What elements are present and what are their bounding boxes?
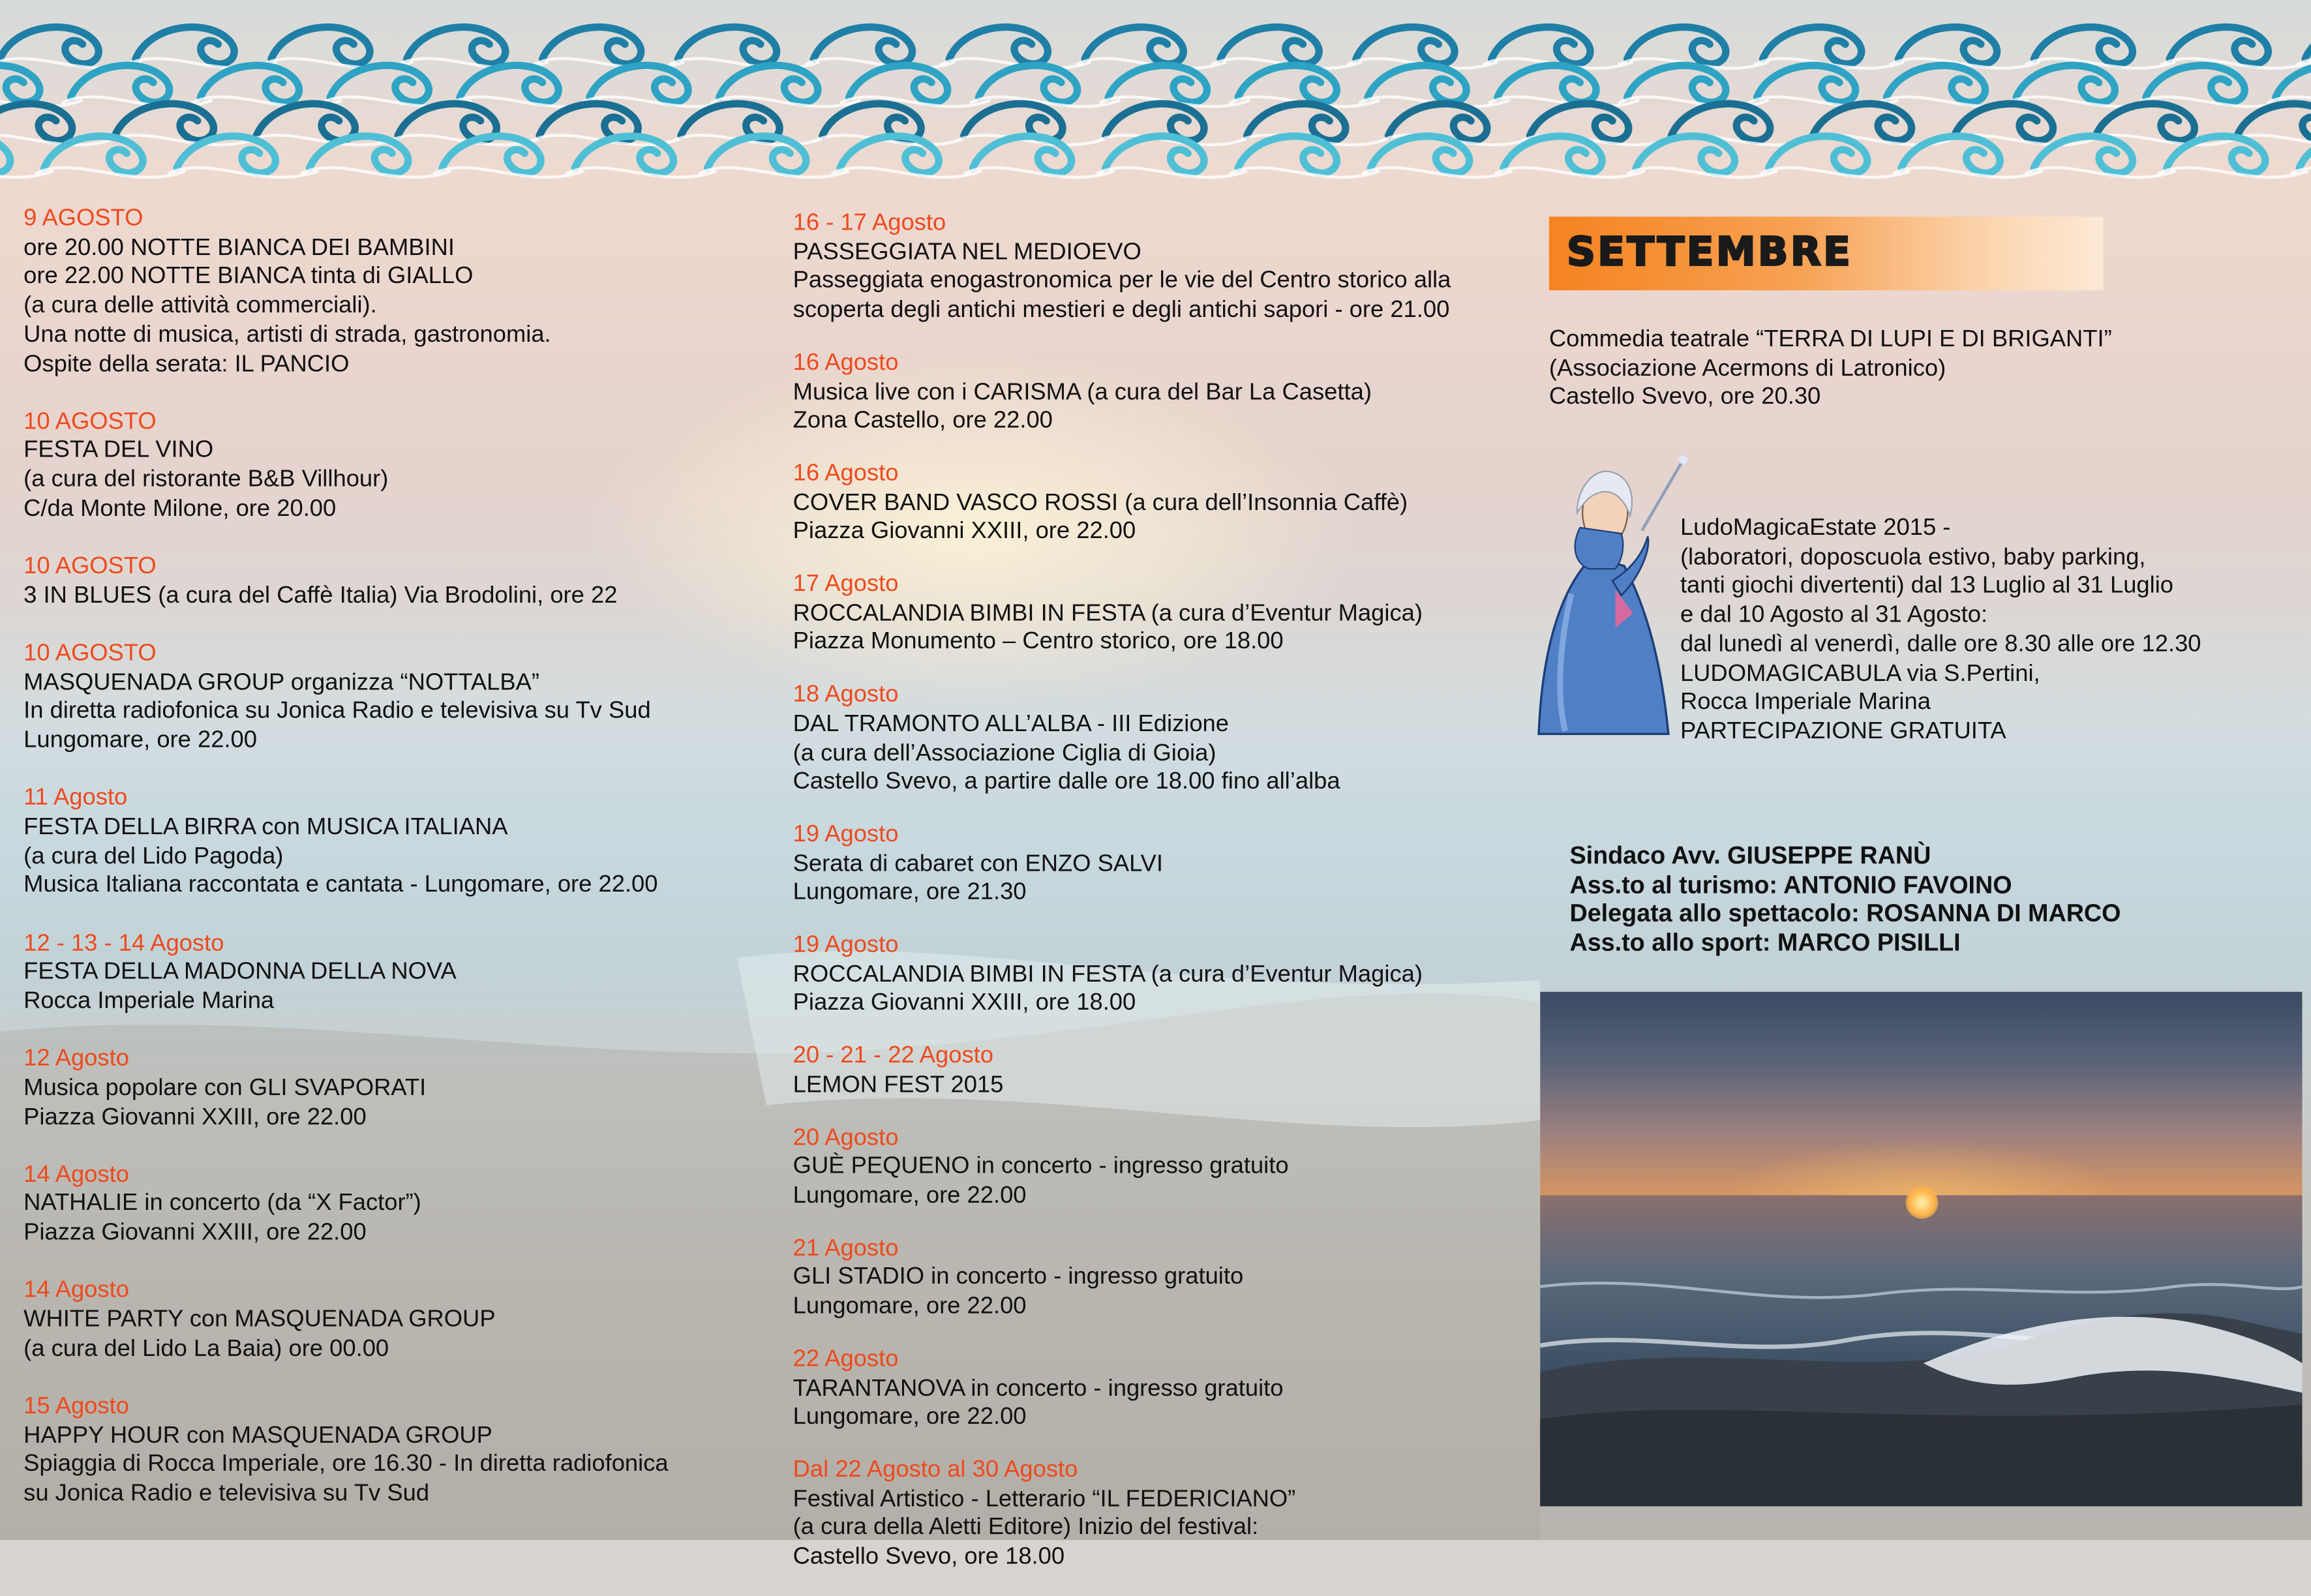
event-block: [23, 408, 768, 524]
event-block: [23, 1277, 768, 1364]
event-block: [793, 1124, 1537, 1211]
ludo-line: (laboratori, doposcuola estivo, baby parking,: [1680, 543, 2146, 570]
event-line: scoperta degli antichi mestieri e degli antichi sapori - ore 21.00: [793, 296, 1450, 324]
event-block: [793, 571, 1537, 658]
event-block: [793, 1235, 1537, 1322]
ludo-line: tanti giochi divertenti) dal 13 Luglio al 31 Luglio: [1680, 572, 2174, 599]
event-date: 17 Agosto: [793, 570, 899, 597]
ludo-line: LUDOMAGICABULA via S.Pertini,: [1680, 659, 2040, 686]
event-line: ore 20.00 NOTTE BIANCA DEI BAMBINI: [23, 233, 455, 261]
event-block: [23, 552, 768, 610]
event-line: LEMON FEST 2015: [793, 1071, 1004, 1098]
event-line: (a cura del Lido La Baia) ore 00.00: [23, 1334, 389, 1362]
event-line: Ospite della serata: IL PANCIO: [23, 350, 350, 377]
event-date: 14 Agosto: [23, 1161, 129, 1188]
event-block: [793, 931, 1537, 1019]
event-date: 11 Agosto: [23, 784, 128, 811]
event-date: Dal 22 Agosto al 30 Agosto: [793, 1456, 1078, 1483]
event-block: [793, 681, 1537, 797]
event-line: PASSEGGIATA NEL MEDIOEVO: [793, 238, 1141, 265]
event-line: Musica popolare con GLI SVAPORATI: [23, 1074, 427, 1101]
waves-pattern-icon: [0, 0, 2311, 180]
event-date: 15 Agosto: [23, 1393, 129, 1419]
event-block: [23, 929, 768, 1017]
event-date: 16 Agosto: [793, 459, 899, 487]
event-date: 10 AGOSTO: [23, 552, 157, 580]
event-line: Lungomare, ore 22.00: [793, 1182, 1027, 1209]
event-line: GUÈ PEQUENO in concerto - ingresso gratuito: [793, 1152, 1289, 1180]
sunset-sea-photo: [1540, 992, 2302, 1507]
event-line: Piazza Giovanni XXIII, ore 22.00: [793, 517, 1136, 545]
event-block: [793, 209, 1537, 325]
event-line: FESTA DEL VINO: [23, 436, 214, 464]
event-line: COVER BAND VASCO ROSSI (a cura dell’Insonnia Caffè): [793, 489, 1408, 516]
credit-mayor: Sindaco Avv. GIUSEPPE RANÙ: [1569, 841, 1931, 870]
event-block: [23, 640, 768, 756]
event-date: 12 Agosto: [23, 1045, 129, 1072]
event-date: 19 Agosto: [793, 821, 899, 848]
event-line: GLI STADIO in concerto - ingresso gratuito: [793, 1263, 1244, 1291]
event-line: FESTA DELLA BIRRA con MUSICA ITALIANA: [23, 813, 508, 840]
credit-sport: Ass.to allo sport: MARCO PISILLI: [1569, 927, 1961, 956]
event-line: Castello Svevo, ore 18.00: [793, 1543, 1065, 1570]
events-column-august-2: [793, 209, 1537, 1596]
event-date: 16 Agosto: [793, 349, 899, 376]
event-line: Piazza Giovanni XXIII, ore 22.00: [23, 1219, 367, 1246]
event-date: 10 AGOSTO: [23, 408, 157, 434]
event-date: 22 Agosto: [793, 1345, 899, 1372]
ludomagica-info: [1680, 515, 2201, 747]
event-line: (a cura dell’Associazione Ciglia di Gioia): [793, 739, 1216, 766]
event-line: Lungomare, ore 21.30: [793, 879, 1027, 906]
event-line: NATHALIE in concerto (da “X Factor”): [23, 1190, 421, 1217]
ludo-line: LudoMagicaEstate 2015 -: [1680, 514, 1951, 541]
event-line: Musica live con i CARISMA (a cura del Bar La Casetta): [793, 378, 1372, 405]
event-block: [793, 460, 1537, 547]
event-line: Lungomare, ore 22.00: [793, 1403, 1027, 1430]
event-block: [793, 1346, 1537, 1433]
fairy-godmother-icon: [1527, 454, 1692, 749]
event-line: 3 IN BLUES (a cura del Caffè Italia) Via Brodolini, ore 22: [23, 581, 618, 609]
settembre-event: [1549, 325, 2112, 413]
event-date: 10 AGOSTO: [23, 639, 157, 667]
event-block: [793, 1042, 1537, 1100]
event-line: MASQUENADA GROUP organizza “NOTTALBA”: [23, 669, 539, 695]
credit-shows: Delegata allo spettacolo: ROSANNA DI MARCO: [1569, 899, 2121, 927]
event-line: Lungomare, ore 22.00: [793, 1292, 1027, 1319]
event-line: (a cura del Lido Pagoda): [23, 842, 284, 869]
event-line: (a cura della Aletti Editore) Inizio del festival:: [793, 1514, 1259, 1541]
settembre-line: (Associazione Acermons di Latronico): [1548, 354, 1946, 382]
event-line: Piazza Giovanni XXIII, ore 18.00: [793, 989, 1136, 1016]
event-block: [23, 785, 768, 901]
event-line: Rocca Imperiale Marina: [23, 987, 275, 1014]
event-line: Festival Artistico - Letterario “IL FEDERICIANO”: [793, 1484, 1296, 1512]
ludo-line: Rocca Imperiale Marina: [1680, 688, 1931, 715]
ludo-line: dal lunedì al venerdì, dalle ore 8.30 alle ore 12.30: [1680, 630, 2201, 657]
event-line: WHITE PARTY con MASQUENADA GROUP: [23, 1306, 496, 1333]
credit-tourism: Ass.to al turismo: ANTONIO FAVOINO: [1569, 870, 2012, 899]
municipal-credits: [1569, 841, 2121, 956]
ludo-line: PARTECIPAZIONE GRATUITA: [1680, 717, 2006, 744]
event-line: C/da Monte Milone, ore 20.00: [23, 494, 337, 522]
settembre-line: Commedia teatrale “TERRA DI LUPI E DI BRIGANTI”: [1548, 325, 2112, 353]
event-line: DAL TRAMONTO ALL’ALBA - III Edizione: [793, 710, 1230, 737]
events-column-august-1: [23, 205, 768, 1537]
event-line: Serata di cabaret con ENZO SALVI: [793, 850, 1164, 877]
event-date: 9 AGOSTO: [23, 205, 143, 232]
event-block: [23, 205, 768, 379]
event-date: 19 Agosto: [793, 931, 899, 958]
event-date: 20 Agosto: [793, 1124, 899, 1151]
event-block: [23, 1393, 768, 1509]
ludo-line: e dal 10 Agosto al 31 Agosto:: [1680, 601, 1988, 628]
event-line: Passeggiata enogastronomica per le vie del Centro storico alla: [793, 267, 1451, 294]
event-line: Piazza Monumento – Centro storico, ore 18.00: [793, 628, 1284, 655]
event-date: 12 - 13 - 14 Agosto: [23, 929, 224, 956]
event-line: (a cura delle attività commerciali).: [23, 292, 377, 319]
event-line: TARANTANOVA in concerto - ingresso gratuito: [793, 1374, 1284, 1401]
settembre-line: Castello Svevo, ore 20.30: [1548, 384, 1821, 411]
event-block: [23, 1045, 768, 1132]
event-line: Spiaggia di Rocca Imperiale, ore 16.30 - In diretta radiofonica: [23, 1451, 669, 1478]
event-line: FESTA DELLA MADONNA DELLA NOVA: [23, 958, 457, 986]
photo-shore-waves: [1540, 992, 2302, 1507]
event-block: [23, 1161, 768, 1248]
event-date: 20 - 21 - 22 Agosto: [793, 1042, 993, 1069]
event-date: 14 Agosto: [23, 1276, 129, 1304]
settembre-banner: [1549, 217, 2104, 290]
event-line: In diretta radiofonica su Jonica Radio e televisiva su Tv Sud: [23, 697, 651, 725]
event-line: Castello Svevo, a partire dalle ore 18.00 fino all’alba: [793, 768, 1340, 795]
event-date: 16 - 17 Agosto: [793, 209, 946, 236]
event-block: [793, 821, 1537, 908]
event-block: [793, 1456, 1537, 1572]
event-line: ore 22.00 NOTTE BIANCA tinta di GIALLO: [23, 263, 474, 290]
event-line: Zona Castello, ore 22.00: [793, 407, 1053, 434]
event-line: Piazza Giovanni XXIII, ore 22.00: [23, 1103, 367, 1130]
event-line: (a cura del ristorante B&B Villhour): [23, 466, 389, 492]
event-line: Lungomare, ore 22.00: [23, 727, 258, 753]
event-date: 18 Agosto: [793, 681, 899, 708]
event-line: ROCCALANDIA BIMBI IN FESTA (a cura d’Eventur Magica): [793, 599, 1423, 626]
event-line: Musica Italiana raccontata e cantata - Lungomare, ore 22.00: [23, 871, 658, 898]
event-line: HAPPY HOUR con MASQUENADA GROUP: [23, 1421, 492, 1449]
event-date: 21 Agosto: [793, 1234, 899, 1261]
event-line: ROCCALANDIA BIMBI IN FESTA (a cura d’Eventur Magica): [793, 960, 1423, 987]
settembre-title: SETTEMBRE: [1566, 230, 1853, 276]
event-block: [793, 349, 1537, 436]
event-line: Una notte di musica, artisti di strada, gastronomia.: [23, 321, 551, 348]
event-line: su Jonica Radio e televisiva su Tv Sud: [23, 1479, 430, 1507]
